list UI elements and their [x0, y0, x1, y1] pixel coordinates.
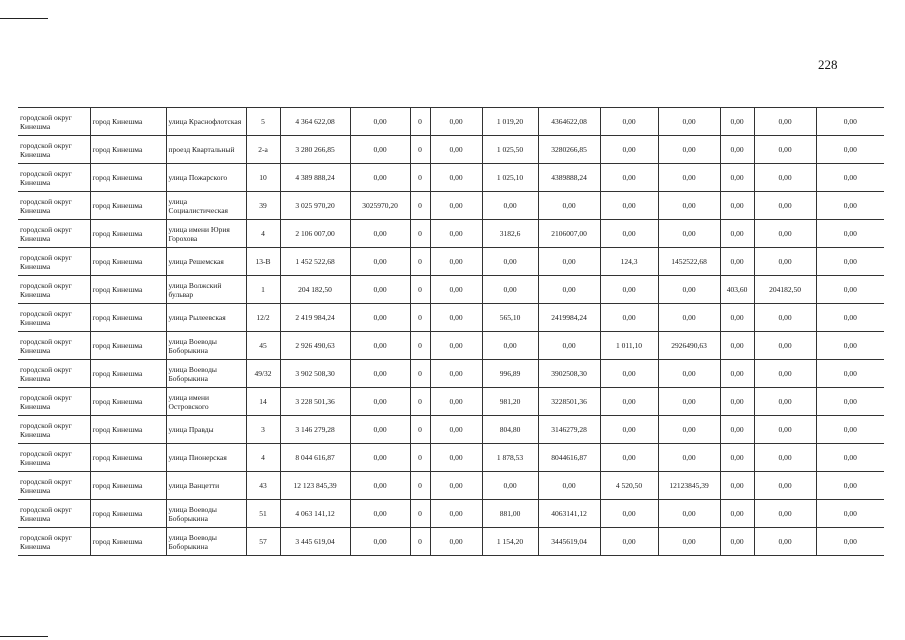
amount-3-cell: 0,00 [430, 220, 482, 248]
amount-4-cell: 2419984,24 [538, 304, 600, 332]
city-cell: город Кинешма [90, 192, 166, 220]
area-1-cell: 0,00 [482, 472, 538, 500]
amount-2-cell: 0,00 [350, 332, 410, 360]
street-cell: улица Воеводы Боборыкина [166, 360, 246, 388]
street-cell: улица Ванцетти [166, 472, 246, 500]
amount-5-cell: 0,00 [658, 192, 720, 220]
count-cell: 0 [410, 500, 430, 528]
area-2-cell: 0,00 [600, 108, 658, 136]
area-2-cell: 0,00 [600, 528, 658, 556]
street-cell: улица Воеводы Боборыкина [166, 332, 246, 360]
street-cell: улица Воеводы Боборыкина [166, 528, 246, 556]
area-1-cell: 0,00 [482, 248, 538, 276]
amount-6-cell: 0,00 [754, 444, 816, 472]
area-2-cell: 0,00 [600, 220, 658, 248]
total-amount-cell: 3 445 619,04 [280, 528, 350, 556]
amount-7-cell: 0,00 [816, 304, 884, 332]
house-number-cell: 57 [246, 528, 280, 556]
amount-4-cell: 3280266,85 [538, 136, 600, 164]
amount-6-cell: 0,00 [754, 108, 816, 136]
house-number-cell: 5 [246, 108, 280, 136]
street-cell: проезд Квартальный [166, 136, 246, 164]
amount-6-cell: 0,00 [754, 360, 816, 388]
amount-4-cell: 0,00 [538, 332, 600, 360]
amount-4-cell: 2106007,00 [538, 220, 600, 248]
street-cell: улица имени Юрия Горохова [166, 220, 246, 248]
amount-3-cell: 0,00 [430, 304, 482, 332]
area-3-cell: 0,00 [720, 360, 754, 388]
table-row [18, 220, 884, 248]
area-1-cell: 0,00 [482, 276, 538, 304]
district-cell: городской округ Кинешма [18, 332, 90, 360]
area-1-cell: 565,10 [482, 304, 538, 332]
amount-4-cell: 0,00 [538, 248, 600, 276]
house-number-cell: 1 [246, 276, 280, 304]
data-table [18, 107, 884, 556]
district-cell: городской округ Кинешма [18, 248, 90, 276]
amount-3-cell: 0,00 [430, 136, 482, 164]
amount-4-cell: 4364622,08 [538, 108, 600, 136]
amount-2-cell: 0,00 [350, 108, 410, 136]
amount-7-cell: 0,00 [816, 276, 884, 304]
amount-4-cell: 4063141,12 [538, 500, 600, 528]
district-cell: городской округ Кинешма [18, 276, 90, 304]
data-table-container [18, 107, 884, 556]
house-number-cell: 13-В [246, 248, 280, 276]
city-cell: город Кинешма [90, 248, 166, 276]
area-2-cell: 0,00 [600, 192, 658, 220]
house-number-cell: 2-а [246, 136, 280, 164]
area-2-cell: 0,00 [600, 360, 658, 388]
street-cell: улица имени Островского [166, 388, 246, 416]
house-number-cell: 45 [246, 332, 280, 360]
amount-2-cell: 0,00 [350, 472, 410, 500]
count-cell: 0 [410, 444, 430, 472]
amount-5-cell: 2926490,63 [658, 332, 720, 360]
city-cell: город Кинешма [90, 304, 166, 332]
street-cell: улица Рылеевская [166, 304, 246, 332]
district-cell: городской округ Кинешма [18, 136, 90, 164]
district-cell: городской округ Кинешма [18, 360, 90, 388]
amount-4-cell: 8044616,87 [538, 444, 600, 472]
house-number-cell: 3 [246, 416, 280, 444]
house-number-cell: 10 [246, 164, 280, 192]
amount-4-cell: 3445619,04 [538, 528, 600, 556]
area-2-cell: 0,00 [600, 276, 658, 304]
amount-4-cell: 0,00 [538, 472, 600, 500]
amount-6-cell: 0,00 [754, 164, 816, 192]
area-3-cell: 0,00 [720, 472, 754, 500]
table-row [18, 416, 884, 444]
street-cell: улица Пионерская [166, 444, 246, 472]
city-cell: город Кинешма [90, 528, 166, 556]
amount-5-cell: 0,00 [658, 164, 720, 192]
amount-5-cell: 0,00 [658, 220, 720, 248]
amount-6-cell: 0,00 [754, 304, 816, 332]
total-amount-cell: 12 123 845,39 [280, 472, 350, 500]
area-3-cell: 0,00 [720, 248, 754, 276]
amount-4-cell: 3146279,28 [538, 416, 600, 444]
table-row [18, 444, 884, 472]
amount-2-cell: 0,00 [350, 444, 410, 472]
table-row [18, 164, 884, 192]
area-3-cell: 0,00 [720, 416, 754, 444]
amount-3-cell: 0,00 [430, 360, 482, 388]
top-left-rule [0, 18, 48, 19]
house-number-cell: 4 [246, 220, 280, 248]
total-amount-cell: 4 063 141,12 [280, 500, 350, 528]
table-body [18, 108, 884, 556]
amount-6-cell: 0,00 [754, 136, 816, 164]
area-1-cell: 0,00 [482, 192, 538, 220]
amount-3-cell: 0,00 [430, 416, 482, 444]
table-row [18, 136, 884, 164]
area-2-cell: 124,3 [600, 248, 658, 276]
table-row [18, 248, 884, 276]
city-cell: город Кинешма [90, 108, 166, 136]
district-cell: городской округ Кинешма [18, 500, 90, 528]
total-amount-cell: 4 389 888,24 [280, 164, 350, 192]
total-amount-cell: 1 452 522,68 [280, 248, 350, 276]
district-cell: городской округ Кинешма [18, 416, 90, 444]
street-cell: улица Краснофлотская [166, 108, 246, 136]
count-cell: 0 [410, 416, 430, 444]
table-row [18, 108, 884, 136]
amount-4-cell: 0,00 [538, 276, 600, 304]
area-2-cell: 0,00 [600, 444, 658, 472]
amount-6-cell: 0,00 [754, 416, 816, 444]
amount-6-cell: 0,00 [754, 220, 816, 248]
area-1-cell: 1 025,50 [482, 136, 538, 164]
district-cell: городской округ Кинешма [18, 304, 90, 332]
amount-2-cell: 0,00 [350, 248, 410, 276]
count-cell: 0 [410, 276, 430, 304]
area-3-cell: 0,00 [720, 136, 754, 164]
amount-7-cell: 0,00 [816, 248, 884, 276]
amount-3-cell: 0,00 [430, 108, 482, 136]
table-row [18, 276, 884, 304]
house-number-cell: 49/32 [246, 360, 280, 388]
amount-4-cell: 0,00 [538, 192, 600, 220]
amount-5-cell: 0,00 [658, 360, 720, 388]
table-row [18, 500, 884, 528]
district-cell: городской округ Кинешма [18, 220, 90, 248]
district-cell: городской округ Кинешма [18, 444, 90, 472]
amount-7-cell: 0,00 [816, 220, 884, 248]
street-cell: улица Социалистическая [166, 192, 246, 220]
amount-4-cell: 4389888,24 [538, 164, 600, 192]
amount-7-cell: 0,00 [816, 164, 884, 192]
district-cell: городской округ Кинешма [18, 472, 90, 500]
amount-5-cell: 0,00 [658, 416, 720, 444]
count-cell: 0 [410, 304, 430, 332]
area-2-cell: 0,00 [600, 416, 658, 444]
city-cell: город Кинешма [90, 472, 166, 500]
amount-3-cell: 0,00 [430, 500, 482, 528]
count-cell: 0 [410, 108, 430, 136]
area-2-cell: 0,00 [600, 164, 658, 192]
district-cell: городской округ Кинешма [18, 164, 90, 192]
area-1-cell: 881,00 [482, 500, 538, 528]
amount-5-cell: 0,00 [658, 276, 720, 304]
area-1-cell: 0,00 [482, 332, 538, 360]
amount-5-cell: 0,00 [658, 136, 720, 164]
table-row [18, 360, 884, 388]
amount-3-cell: 0,00 [430, 332, 482, 360]
table-row [18, 332, 884, 360]
total-amount-cell: 3 902 508,30 [280, 360, 350, 388]
count-cell: 0 [410, 164, 430, 192]
total-amount-cell: 3 280 266,85 [280, 136, 350, 164]
amount-7-cell: 0,00 [816, 500, 884, 528]
amount-6-cell: 0,00 [754, 472, 816, 500]
amount-7-cell: 0,00 [816, 192, 884, 220]
city-cell: город Кинешма [90, 220, 166, 248]
amount-5-cell: 0,00 [658, 388, 720, 416]
area-3-cell: 0,00 [720, 332, 754, 360]
table-row [18, 472, 884, 500]
total-amount-cell: 204 182,50 [280, 276, 350, 304]
amount-6-cell: 0,00 [754, 500, 816, 528]
amount-4-cell: 3902508,30 [538, 360, 600, 388]
area-3-cell: 0,00 [720, 444, 754, 472]
count-cell: 0 [410, 136, 430, 164]
amount-7-cell: 0,00 [816, 136, 884, 164]
count-cell: 0 [410, 332, 430, 360]
amount-2-cell: 3025970,20 [350, 192, 410, 220]
count-cell: 0 [410, 360, 430, 388]
amount-3-cell: 0,00 [430, 528, 482, 556]
table-row [18, 388, 884, 416]
district-cell: городской округ Кинешма [18, 192, 90, 220]
area-3-cell: 0,00 [720, 528, 754, 556]
house-number-cell: 43 [246, 472, 280, 500]
total-amount-cell: 3 228 501,36 [280, 388, 350, 416]
area-1-cell: 1 878,53 [482, 444, 538, 472]
amount-7-cell: 0,00 [816, 444, 884, 472]
area-3-cell: 0,00 [720, 388, 754, 416]
table-row [18, 192, 884, 220]
amount-2-cell: 0,00 [350, 360, 410, 388]
amount-3-cell: 0,00 [430, 164, 482, 192]
amount-4-cell: 3228501,36 [538, 388, 600, 416]
area-1-cell: 996,89 [482, 360, 538, 388]
area-2-cell: 4 520,50 [600, 472, 658, 500]
house-number-cell: 51 [246, 500, 280, 528]
count-cell: 0 [410, 220, 430, 248]
house-number-cell: 12/2 [246, 304, 280, 332]
area-3-cell: 403,60 [720, 276, 754, 304]
amount-6-cell: 0,00 [754, 528, 816, 556]
area-3-cell: 0,00 [720, 108, 754, 136]
city-cell: город Кинешма [90, 360, 166, 388]
area-2-cell: 0,00 [600, 136, 658, 164]
city-cell: город Кинешма [90, 332, 166, 360]
count-cell: 0 [410, 528, 430, 556]
city-cell: город Кинешма [90, 444, 166, 472]
area-2-cell: 1 011,10 [600, 332, 658, 360]
amount-2-cell: 0,00 [350, 276, 410, 304]
amount-6-cell: 0,00 [754, 332, 816, 360]
area-1-cell: 981,20 [482, 388, 538, 416]
amount-5-cell: 0,00 [658, 528, 720, 556]
amount-2-cell: 0,00 [350, 416, 410, 444]
amount-3-cell: 0,00 [430, 248, 482, 276]
page-number: 228 [818, 57, 838, 72]
area-1-cell: 1 019,20 [482, 108, 538, 136]
count-cell: 0 [410, 388, 430, 416]
amount-2-cell: 0,00 [350, 164, 410, 192]
amount-7-cell: 0,00 [816, 472, 884, 500]
total-amount-cell: 3 025 970,20 [280, 192, 350, 220]
amount-2-cell: 0,00 [350, 500, 410, 528]
area-1-cell: 1 025,10 [482, 164, 538, 192]
amount-3-cell: 0,00 [430, 472, 482, 500]
area-3-cell: 0,00 [720, 500, 754, 528]
amount-2-cell: 0,00 [350, 136, 410, 164]
table-row [18, 528, 884, 556]
amount-2-cell: 0,00 [350, 528, 410, 556]
amount-7-cell: 0,00 [816, 108, 884, 136]
district-cell: городской округ Кинешма [18, 528, 90, 556]
bottom-left-rule [0, 636, 48, 637]
count-cell: 0 [410, 248, 430, 276]
amount-3-cell: 0,00 [430, 276, 482, 304]
amount-6-cell: 0,00 [754, 388, 816, 416]
amount-6-cell: 204182,50 [754, 276, 816, 304]
area-3-cell: 0,00 [720, 220, 754, 248]
street-cell: улица Волжский бульвар [166, 276, 246, 304]
area-2-cell: 0,00 [600, 500, 658, 528]
amount-3-cell: 0,00 [430, 444, 482, 472]
house-number-cell: 39 [246, 192, 280, 220]
district-cell: городской округ Кинешма [18, 388, 90, 416]
amount-2-cell: 0,00 [350, 388, 410, 416]
area-1-cell: 1 154,20 [482, 528, 538, 556]
amount-7-cell: 0,00 [816, 388, 884, 416]
amount-5-cell: 12123845,39 [658, 472, 720, 500]
house-number-cell: 4 [246, 444, 280, 472]
total-amount-cell: 2 419 984,24 [280, 304, 350, 332]
amount-2-cell: 0,00 [350, 304, 410, 332]
area-3-cell: 0,00 [720, 304, 754, 332]
total-amount-cell: 2 926 490,63 [280, 332, 350, 360]
street-cell: улица Воеводы Боборыкина [166, 500, 246, 528]
table-row [18, 304, 884, 332]
area-1-cell: 3182,6 [482, 220, 538, 248]
amount-5-cell: 1452522,68 [658, 248, 720, 276]
street-cell: улица Решемская [166, 248, 246, 276]
house-number-cell: 14 [246, 388, 280, 416]
street-cell: улица Правды [166, 416, 246, 444]
amount-5-cell: 0,00 [658, 304, 720, 332]
amount-6-cell: 0,00 [754, 192, 816, 220]
city-cell: город Кинешма [90, 164, 166, 192]
amount-7-cell: 0,00 [816, 416, 884, 444]
city-cell: город Кинешма [90, 276, 166, 304]
total-amount-cell: 2 106 007,00 [280, 220, 350, 248]
amount-5-cell: 0,00 [658, 444, 720, 472]
area-2-cell: 0,00 [600, 388, 658, 416]
amount-2-cell: 0,00 [350, 220, 410, 248]
district-cell: городской округ Кинешма [18, 108, 90, 136]
amount-3-cell: 0,00 [430, 388, 482, 416]
amount-7-cell: 0,00 [816, 360, 884, 388]
city-cell: город Кинешма [90, 136, 166, 164]
amount-5-cell: 0,00 [658, 108, 720, 136]
city-cell: город Кинешма [90, 388, 166, 416]
total-amount-cell: 3 146 279,28 [280, 416, 350, 444]
city-cell: город Кинешма [90, 500, 166, 528]
total-amount-cell: 4 364 622,08 [280, 108, 350, 136]
amount-7-cell: 0,00 [816, 332, 884, 360]
count-cell: 0 [410, 192, 430, 220]
area-2-cell: 0,00 [600, 304, 658, 332]
total-amount-cell: 8 044 616,87 [280, 444, 350, 472]
area-3-cell: 0,00 [720, 192, 754, 220]
count-cell: 0 [410, 472, 430, 500]
amount-6-cell: 0,00 [754, 248, 816, 276]
amount-7-cell: 0,00 [816, 528, 884, 556]
amount-3-cell: 0,00 [430, 192, 482, 220]
street-cell: улица Пожарского [166, 164, 246, 192]
area-3-cell: 0,00 [720, 164, 754, 192]
amount-5-cell: 0,00 [658, 500, 720, 528]
city-cell: город Кинешма [90, 416, 166, 444]
area-1-cell: 804,80 [482, 416, 538, 444]
